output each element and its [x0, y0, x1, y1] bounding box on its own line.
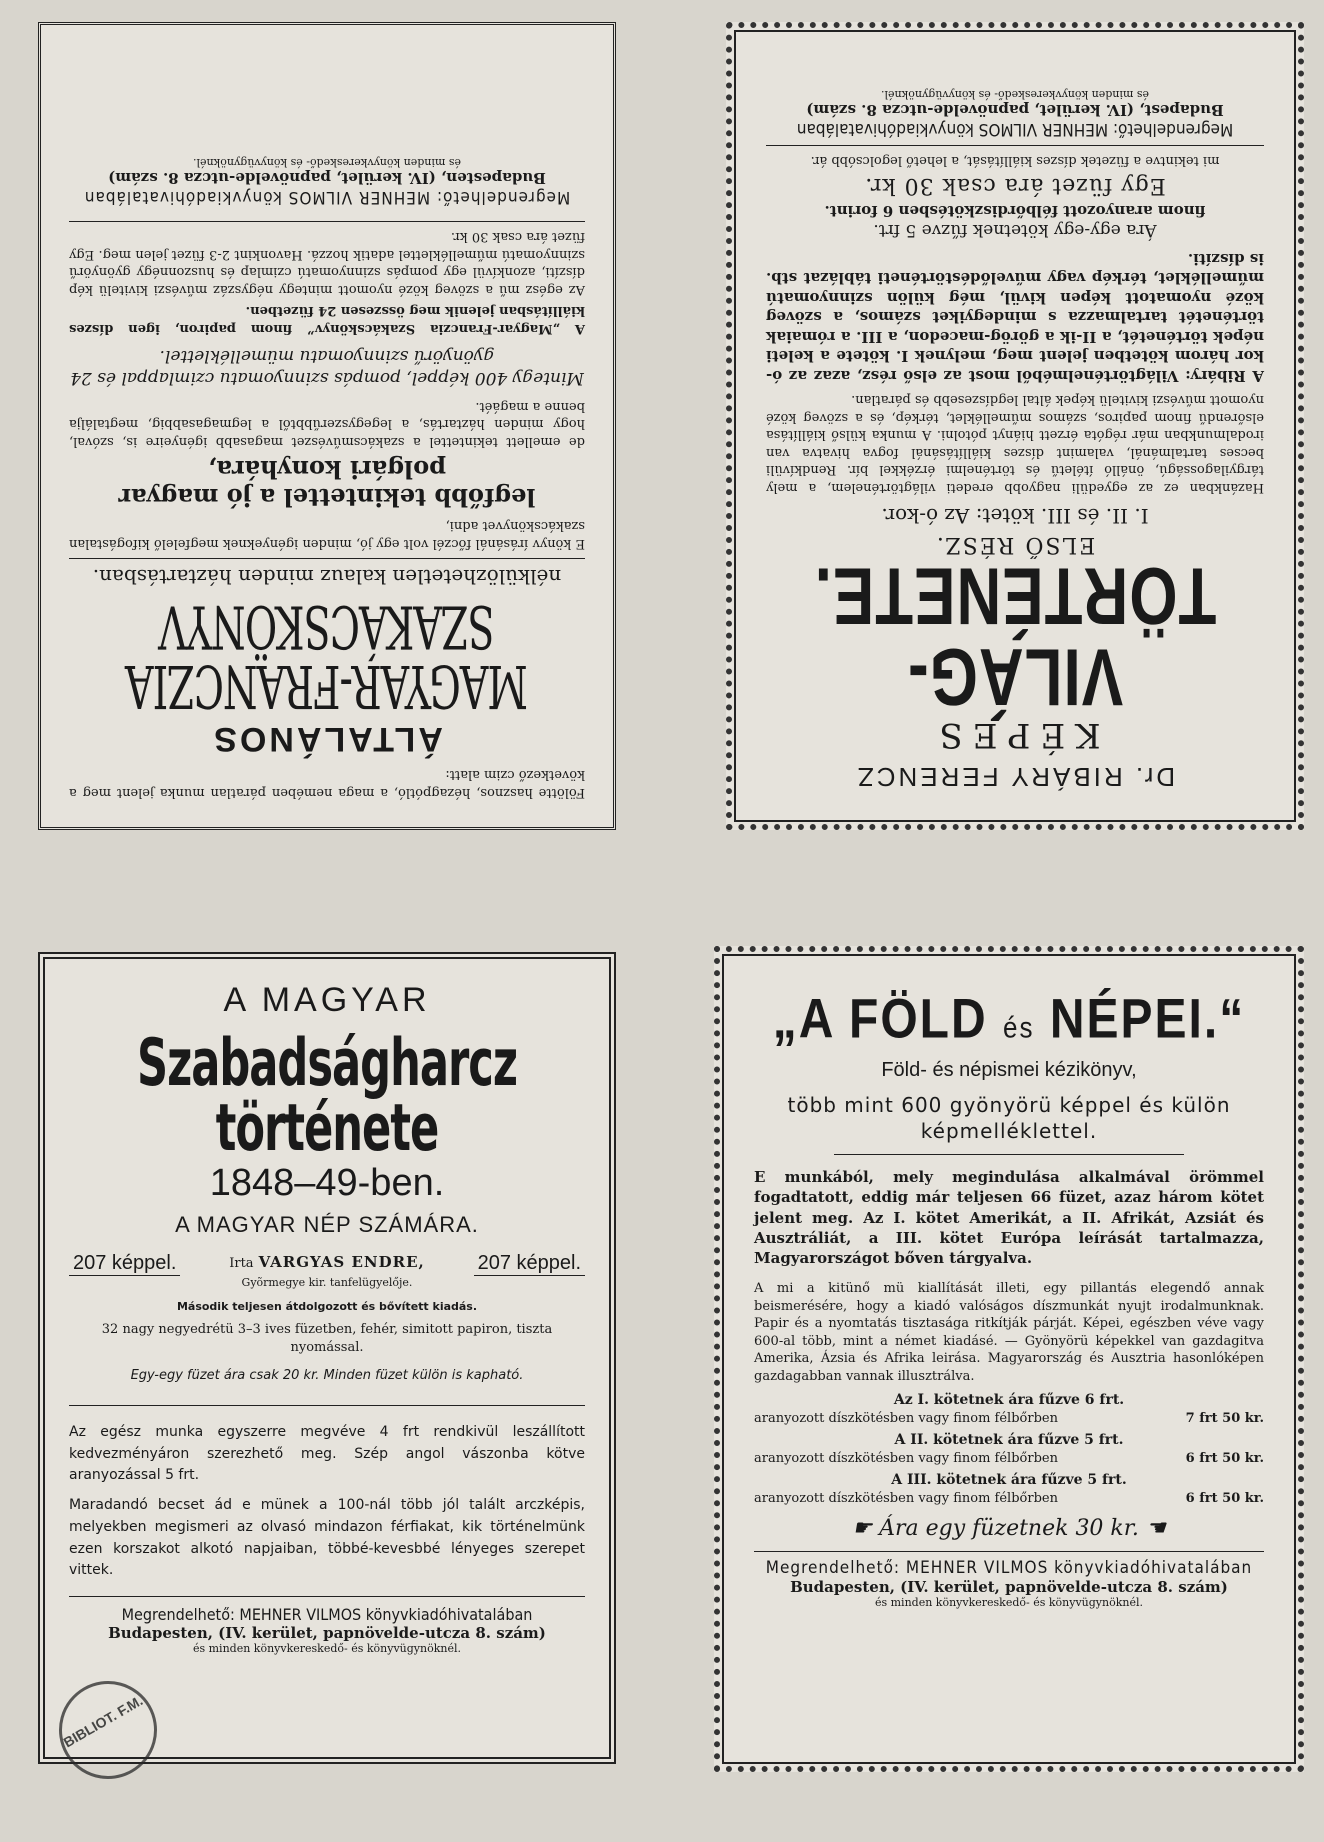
address: Budapesten, (IV. kerület, papnövelde-utcza 8. szám): [108, 1623, 546, 1642]
order-line: Megrendelhető: MEHNER VILMOS könyvkiadóhivatalában: [121, 1604, 533, 1624]
ad-fold-es-nepei: [714, 946, 1304, 1772]
paragraph: E könyv írásánál főczél volt egy jó, minden igényeknek megfelelő kifogástalan szakácskönyvet adni,: [69, 518, 585, 551]
paragraph: Az egész mű a szöveg közé nyomott mintegy négyszáz művészi kivitelü kép díszíti, azonkívül egy pompás szinnyomatú czimlap és huszonnégy gyönyörű szinnyomatú műmelléklettel adatik hozzá. Havonkint 2-3 füzet jelen meg. Egy füzet ára csak 30 kr.: [69, 229, 585, 297]
title-conjunction: és: [1003, 1009, 1035, 1045]
paragraph: de emellett tekintettel a szakácsművészet magasabb igényeire is, szóval, hogy minden háztartás, a legegyszerűbbtől a legmagasabbig, megtalálja benne a magáét.: [69, 398, 585, 449]
gilt-price-row: aranyozott díszkötésben vagy finom félbőrben 6 frt 50 kr.: [754, 1450, 1264, 1466]
footnote: és minden könyvkereskedő- és könyvügynöknél.: [880, 87, 1150, 101]
ad-szakacskonyv: [38, 22, 616, 830]
pointing-hand-icon: ☚: [1145, 1515, 1166, 1541]
paragraph: Hazánkban ez az egyedüli nagyobb eredeti világtörténelem, a mely tárgyilagosságú, önálló ítéletű és történelmi érzékkel bír. Rendkívüli becses tartalmánál, valamint díszes kiállításánál fogva hivatva van irodalmunkban már régóta érzett hiányt pótolni. A munka külső kiállítása elsőrendű finom papiros, számos műmelléklet, térkép, és a szöveg közé nyomott művészi kivitelü képek által legdíszesebb és páratlan.: [766, 392, 1264, 495]
footnote: és minden könyvkereskedő- és könyvügynöknél.: [874, 1595, 1144, 1609]
highlight-text: legfőbb tekintettel a jó magyar polgári konyhára,: [118, 455, 536, 512]
subheading: A MAGYAR NÉP SZÁMÁRA.: [175, 1211, 479, 1237]
ad-subtitle: nélkülözhetetlen kalauz minden háztartásban.: [92, 564, 562, 589]
footnote: és minden könyvkereskedő- és könyvügynöknél.: [192, 155, 462, 169]
divider: [69, 1596, 585, 1597]
ad-big-title: [754, 988, 1264, 1051]
divider: [834, 1154, 1184, 1155]
volume-price: Az I. kötetnek ára fűzve 6 frt.: [893, 1391, 1125, 1408]
divider: [766, 145, 1264, 146]
subtitle-2: több mint 600 gyönyörü képpel és külön képmelléklettel.: [787, 1093, 1231, 1143]
address: Budapesten, (IV. kerület, papnövelde-utcza 8. szám): [790, 1577, 1228, 1596]
heading: A MAGYAR: [223, 981, 431, 1019]
address: Budapesten, (IV. kerület, papnövelde-utcza 8. szám): [108, 168, 546, 187]
paragraph: E munkából, mely megindulása alkalmával örömmel fogadtatott, eddig már teljesen 66 füzet, azaz három kötet jelent meg. Az I. kötet Amerikát, a II. Afrikát, Azsiát és Ausztráliát, a III. kötet Európa leírását tartalmazza, Magyarországot bőven tárgyalva.: [754, 1168, 1264, 1267]
footnote: és minden könyvkereskedő- és könyvügynöknél.: [192, 1641, 462, 1655]
order-line: Megrendelhető: MEHNER VILMOS könyvkiadóhivatalában: [796, 118, 1234, 139]
irta-label: Irta: [229, 1255, 254, 1271]
intro-text: Fölötte hasznos, hézagpótló, a maga nemében páratlan munka jelent meg a következő czim alatt:: [69, 767, 585, 800]
divider: [69, 558, 585, 559]
price-line: Egy-egy füzet ára csak 20 kr. Minden füzet külön is kapható.: [130, 1368, 524, 1384]
author: Dr. RIBÁRY FERENCZ: [854, 762, 1176, 792]
author-title: Gyõrmegye kir. tanfelügyelője.: [241, 1275, 413, 1289]
italic-note: Mintegy 400 képpel, pompás szinnyomatu czimlappal és 24 gyönyörű szinnyomatu mümelléklettel.: [70, 345, 584, 388]
note: mi tekintve a füzetek díszes kiállítását, a lehető legolcsóbb ár.: [810, 153, 1220, 169]
order-line: Megrendelhető: MEHNER VILMOS könyvkiadóhivatalában: [83, 186, 571, 207]
subtitle: Föld- és népismei kézikönyv,: [881, 1059, 1137, 1081]
image-count-right: 207 képpel.: [474, 1252, 585, 1276]
author-row: [69, 1252, 585, 1290]
author: VARGYAS ENDRE,: [258, 1252, 425, 1271]
ad-szabadsagharcz: [38, 952, 616, 1764]
issue-price: ☛ Ára egy füzetnek 30 kr. ☚: [852, 1515, 1166, 1541]
price-line: Egy füzet ára csak 30 kr.: [864, 173, 1166, 199]
ad-big-title: Szabadságharcz története: [137, 1025, 517, 1167]
kepes-label: KÉPES: [929, 715, 1101, 755]
gilt-price-row: aranyozott díszkötésben vagy finom félbőrben 6 frt 50 kr.: [754, 1490, 1264, 1506]
ad-big-title: VILÁG-TÖRTÉNETE.: [813, 550, 1217, 721]
price-line: finom aranyozott félbőrdiszkötésben 6 forint.: [824, 202, 1206, 221]
library-stamp: BIBLIOT. F.M.: [41, 1663, 175, 1797]
years: 1848–49-ben.: [209, 1162, 445, 1204]
paragraph: Az egész munka egyszerre megvéve 4 frt rendkivül leszállított kedvezményáron szerezhető meg. Szép angol vászonba kötve aranyozással 5 frt.: [69, 1424, 585, 1484]
paragraph: Maradandó becset ád e münek a 100-nál több jól talált arczképis, melyekben megismeri az olvasó mindazon férfiakat, kik történelmünk ezen korszakot alkotó napjaiban, többé-kevesbbé lényeges szerepet vittek.: [69, 1497, 585, 1579]
divider: [754, 1551, 1264, 1552]
ad-title: ÁLTALÁNOS: [211, 719, 443, 758]
title-part-a: „A FÖLD: [772, 989, 988, 1050]
order-line: Megrendelhető: MEHNER VILMOS könyvkiadóhivatalában: [765, 1557, 1253, 1578]
paragraph: A mi a kitünő mü kiallítását illeti, egy pillantás elegendő annak beismerésére, hogy a kiadó valóságos díszmunkát nyujt irodalmunknak. Papir és a nyomtatás tisztasága ritkítják párját. Képei, egészben véve vagy 600-al több, mint a német kiadásé. — Gyönyörü képekkel van gazdagitva Amerika, Ázsia és Afrika leirása. Magyarország és Ausztria hasonlóképen gazdagabban vannak illusztrálva.: [754, 1281, 1264, 1384]
price-line: Ára egy-egy kötetnek fűzve 5 frt.: [873, 220, 1157, 241]
divider: [69, 221, 585, 222]
volumes-label: I. II. és III. kötet: Az ó-kor.: [881, 504, 1149, 528]
title-part-b: NÉPEI.“: [1049, 989, 1246, 1050]
ad-vilagtortenete: [726, 22, 1304, 830]
paragraph: A Ribáry: Világtörténelméből most az első rész, azaz az ó-kor három kötetben jelent meg, melynek I. kötete a keleti népek történetét, a II-ik a görög-macedon, a III. a rómaiak történetét tartalmazza s mindegyiket számos, a szöveg közé nyomatott képen kivül, még külön szinnyomatú műmelléklet, térkép vagy művelődéstörténeti táblázat stb. is díszíti.: [766, 249, 1264, 385]
part-label: ELSŐ RÉSZ.: [934, 532, 1096, 557]
ad-big-title: MAGYAR-FRANCZIA SZAKÁCSKÖNYV: [126, 591, 528, 720]
edition-note: Második teljesen átdolgozott és bővített kiadás.: [176, 1299, 478, 1313]
address: Budapest, (IV. kerület, papnövelde-utcza 8. szám): [806, 100, 1224, 119]
volume-price: A III. kötetnek ára fűzve 5 frt.: [891, 1471, 1127, 1488]
description: 32 nagy negyedrétü 3–3 ives füzetben, fehér, simitott papiron, tiszta nyomással.: [101, 1321, 553, 1355]
paragraph: A „Magyar-Franczia Szakácskönyv” finom papiron, igen díszes kiállításban jelenik meg összesen 24 füzetben.: [69, 303, 585, 336]
divider: [69, 1405, 585, 1406]
gilt-price-row: aranyozott díszkötésben vagy finom félbőrben 7 frt 50 kr.: [754, 1410, 1264, 1426]
volume-price: A II. kötetnek ára fűzve 5 frt.: [894, 1431, 1124, 1448]
image-count-left: 207 képpel.: [69, 1252, 180, 1276]
pointing-hand-icon: ☛: [852, 1515, 873, 1541]
